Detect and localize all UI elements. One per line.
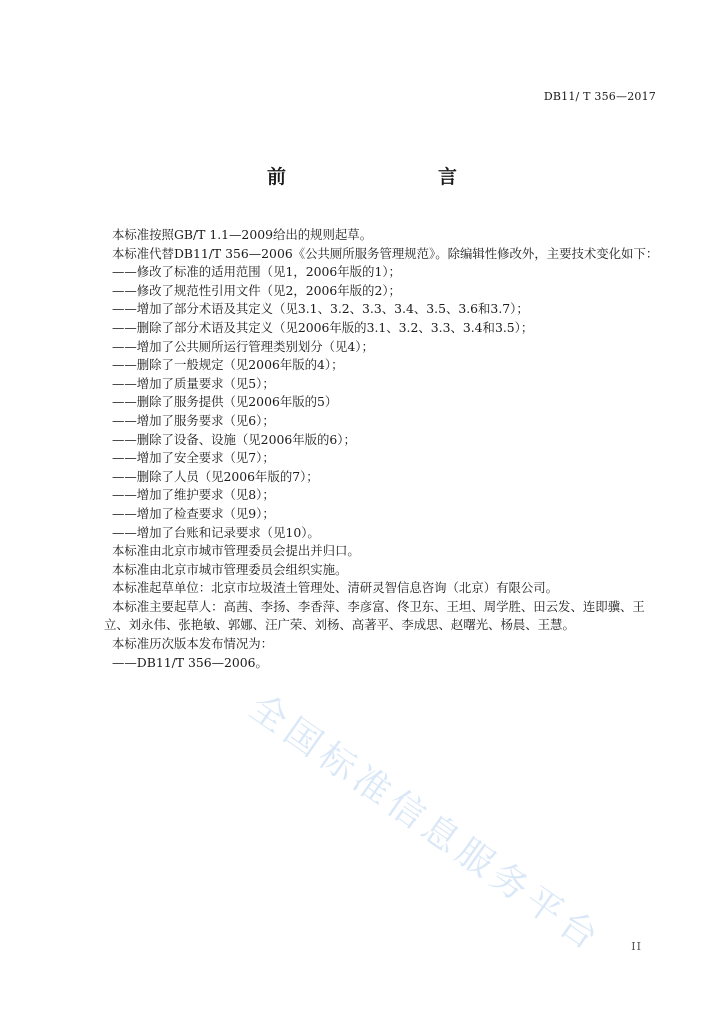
page-title: 前 言	[266, 166, 495, 188]
change-item: ——修改了标准的适用范围（见1，2006年版的1）；	[112, 264, 401, 280]
history-intro: 本标准历次版本发布情况为：	[112, 636, 274, 652]
body-line: 本标准起草单位：北京市垃圾渣土管理处、清研灵智信息咨询（北京）有限公司。	[112, 580, 559, 596]
watermark: 全国标准信息服务平台	[241, 686, 610, 962]
change-item: ——增加了质量要求（见5）；	[112, 375, 275, 391]
change-item: ——增加了台账和记录要求（见10）。	[112, 524, 320, 540]
change-item: ——增加了安全要求（见7）；	[112, 450, 275, 466]
body-line: 本标准代替DB11/T 356—2006《公共厕所服务管理规范》。除编辑性修改外，主要技术变化如下：	[112, 245, 659, 261]
page-number: II	[631, 940, 642, 953]
body-line: 本标准由北京市城市管理委员会组织实施。	[112, 561, 348, 577]
change-item: ——增加了服务要求（见6）；	[112, 412, 275, 428]
foreword-body	[104, 226, 660, 672]
history-item: ——DB11/T 356—2006。	[112, 654, 268, 670]
standard-code: DB11/ T 356—2017	[543, 90, 656, 103]
change-item: ——删除了人员（见2006年版的7）；	[112, 468, 319, 484]
change-item: ——增加了检查要求（见9）；	[112, 505, 275, 521]
drafters-paragraph	[104, 598, 660, 635]
change-item: ——删除了一般规定（见2006年版的4）；	[112, 357, 344, 373]
drafters-line-1: 本标准主要起草人：高茜、李扬、李香萍、李彦富、佟卫东、王坦、周学胜、田云发、连即骥、王	[112, 598, 645, 614]
change-item: ——删除了部分术语及其定义（见2006年版的3.1、3.2、3.3、3.4和3.5）；	[112, 319, 534, 335]
change-item: ——删除了服务提供（见2006年版的5）	[112, 394, 338, 410]
body-line: 本标准由北京市城市管理委员会提出并归口。	[112, 543, 360, 559]
change-item: ——增加了维护要求（见8）；	[112, 487, 275, 503]
change-item: ——修改了规范性引用文件（见2，2006年版的2）；	[112, 282, 401, 298]
change-item: ——增加了部分术语及其定义（见3.1、3.2、3.3、3.4、3.5、3.6和3.7）；	[112, 301, 529, 317]
change-item: ——增加了公共厕所运行管理类别划分（见4）；	[112, 338, 374, 354]
body-line: 本标准按照GB/T 1.1—2009给出的规则起草。	[112, 227, 373, 242]
drafters-line-2: 立、刘永伟、张艳敏、郭娜、汪广荣、刘杨、高著平、李成思、赵曙光、杨晨、王慧。	[104, 617, 575, 633]
change-item: ——删除了设备、设施（见2006年版的6）；	[112, 431, 356, 447]
